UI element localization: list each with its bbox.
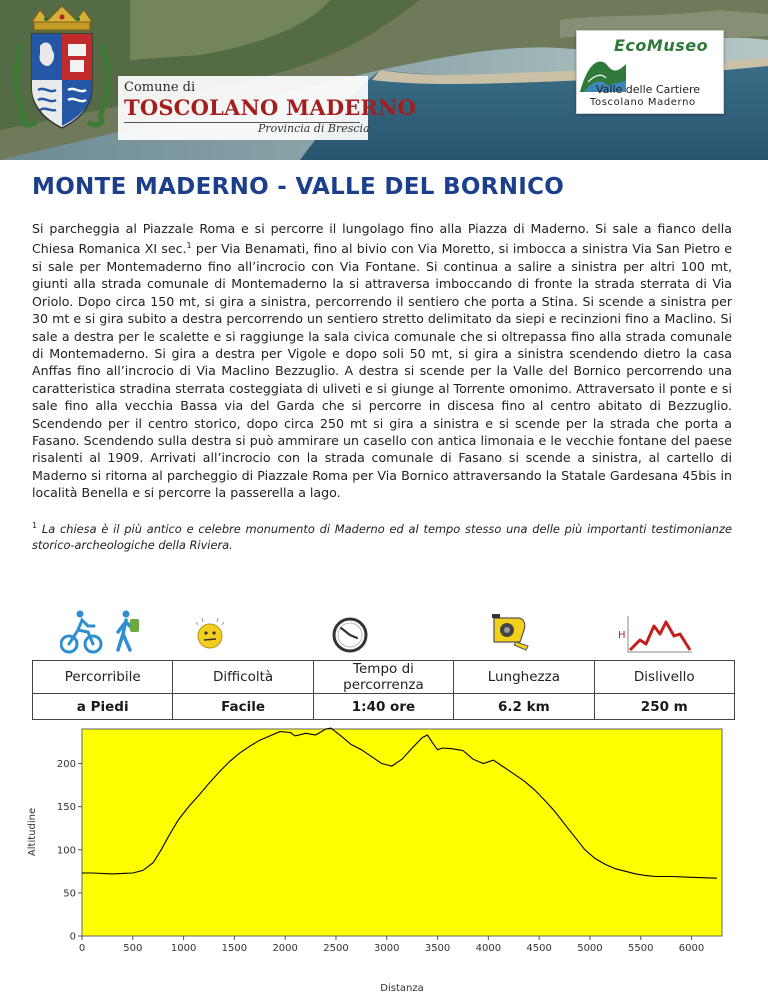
header-difficolta: Difficoltà <box>173 661 313 694</box>
x-tick-label: 1000 <box>170 943 197 954</box>
y-tick-label: 0 <box>69 931 76 943</box>
ecomuseo-subtitle: Valle delle Cartiere <box>596 83 701 96</box>
footnote-number: 1 <box>32 521 38 530</box>
value-percorribile: a Piedi <box>33 694 173 720</box>
y-tick-label: 100 <box>56 845 76 857</box>
chart-plot-area <box>82 729 722 936</box>
x-tick-label: 500 <box>123 943 143 954</box>
comune-prefix: Comune di <box>124 80 196 95</box>
footnote-text: La chiesa è il più antico e celebre monumento di Maderno ed al tempo stesso una delle più importanti testimonianze storico-archeologiche della Riviera. <box>32 521 732 552</box>
header-tempo: Tempo di percorrenza <box>313 661 453 694</box>
x-tick-label: 4000 <box>475 943 502 954</box>
bike-walk-icon <box>60 610 150 654</box>
header-lunghezza: Lunghezza <box>454 661 594 694</box>
route-info-table <box>32 660 735 720</box>
comune-provincia: Provincia di Brescia <box>258 122 370 135</box>
comune-crest-icon <box>10 4 114 136</box>
y-tick-label: 50 <box>63 888 76 900</box>
page-title: MONTE MADERNO - VALLE DEL BORNICO <box>32 174 565 200</box>
ecomuseo-title: EcoMuseo <box>614 36 709 55</box>
x-tick-label: 3000 <box>374 943 400 954</box>
elevation-profile-icon <box>616 614 694 656</box>
tape-measure-icon <box>490 610 530 652</box>
info-header-row <box>33 661 735 694</box>
route-description-part1: Si parcheggia al Piazzale Roma e si percorre il lungolago fino alla Piazza di Maderno. Si sale a fianco della Chiesa Romanica XI sec. <box>32 221 732 257</box>
value-dislivello: 250 m <box>594 694 734 720</box>
x-tick-label: 0 <box>78 943 86 954</box>
chart-ylabel: Altitudine <box>27 807 38 857</box>
route-description <box>32 220 732 502</box>
x-tick-label: 2000 <box>272 943 298 954</box>
x-tick-label: 3500 <box>424 943 451 954</box>
elevation-chart <box>20 720 740 992</box>
x-tick-label: 6000 <box>678 943 705 954</box>
value-tempo: 1:40 ore <box>313 694 453 720</box>
footnote <box>32 518 732 553</box>
x-tick-label: 5500 <box>628 943 654 954</box>
ecomuseo-location: Toscolano Maderno <box>590 97 696 108</box>
clock-icon <box>331 616 369 654</box>
value-difficolta: Facile <box>173 694 313 720</box>
header-percorribile: Percorribile <box>33 661 173 694</box>
x-tick-label: 5000 <box>577 943 603 954</box>
header <box>0 0 768 160</box>
value-lunghezza: 6.2 km <box>454 694 594 720</box>
route-description-part2: per Via Benamati, fino al bivio con Via Moretto, si imbocca a sinistra Via San Pietro e si sale per Montemaderno fino all’incrocio con Via Fontane. Si continua a salire a sinistra per altri 100 mt, giunti alla strada comunale di Montemaderno la si attraversa imboccando di fronte la strada sterrata di Via Oriolo. Dopo circa 150 mt, si gira a sinistra, percorrendo il sentiero che porta a Stina. Si scende a sinistra per 30 mt e si gira subito a destra percorrendo un sentiero stretto delimitato da siepi e recinzioni fino a Maclino. Si sale a destra per le scalette e si raggiunge la sala civica comunale che si oltrepassa fino alla strada comunale di Montemaderno. Si gira a destra per Vigole e dopo soli 50 mt, si gira a sinistra scendendo dietro la casa Anffas fino all’incrocio di Via Maclino Bezzuglio. A destra si scende per la Valle del Bornico percorrendo una caratteristica stradina sterrata costeggiata di uliveti e si giunge al Torrente omonimo. Attraversato il ponte e si sale fino alla vecchia Bassa via del Garda che si percorre in discesa fino al centro abitato di Bezzuglio. Scendendo per il centro storico, dopo circa 250 mt si gira a sinistra e si scende per la strada che porta a Fasano. Scendendo sulla destra si può ammirare un casello con antica limonaia e le vecchie fontane del paese risalenti al 1909. Arrivati all’incrocio con la strada comunale di Fasano si scende a sinistra, al cartello di Maderno si ritorna al parcheggio di Piazzale Roma per Via Bornico attraversando la Statale Gardesana 45bis in località Benella e si percorre la passerella a lago. <box>32 241 732 501</box>
x-tick-label: 4500 <box>526 943 552 954</box>
chart-xlabel: Distanza <box>380 983 424 992</box>
comune-name: TOSCOLANO MADERNO <box>124 95 417 120</box>
footnote-ref: 1 <box>186 241 192 251</box>
info-value-row <box>33 694 735 720</box>
y-tick-label: 150 <box>56 802 76 814</box>
difficulty-face-icon <box>192 616 228 650</box>
header-dislivello: Dislivello <box>594 661 734 694</box>
x-tick-label: 1500 <box>221 943 248 954</box>
x-tick-label: 2500 <box>323 943 349 954</box>
elevation-icon-letter: H <box>618 630 626 641</box>
y-tick-label: 200 <box>56 759 76 770</box>
